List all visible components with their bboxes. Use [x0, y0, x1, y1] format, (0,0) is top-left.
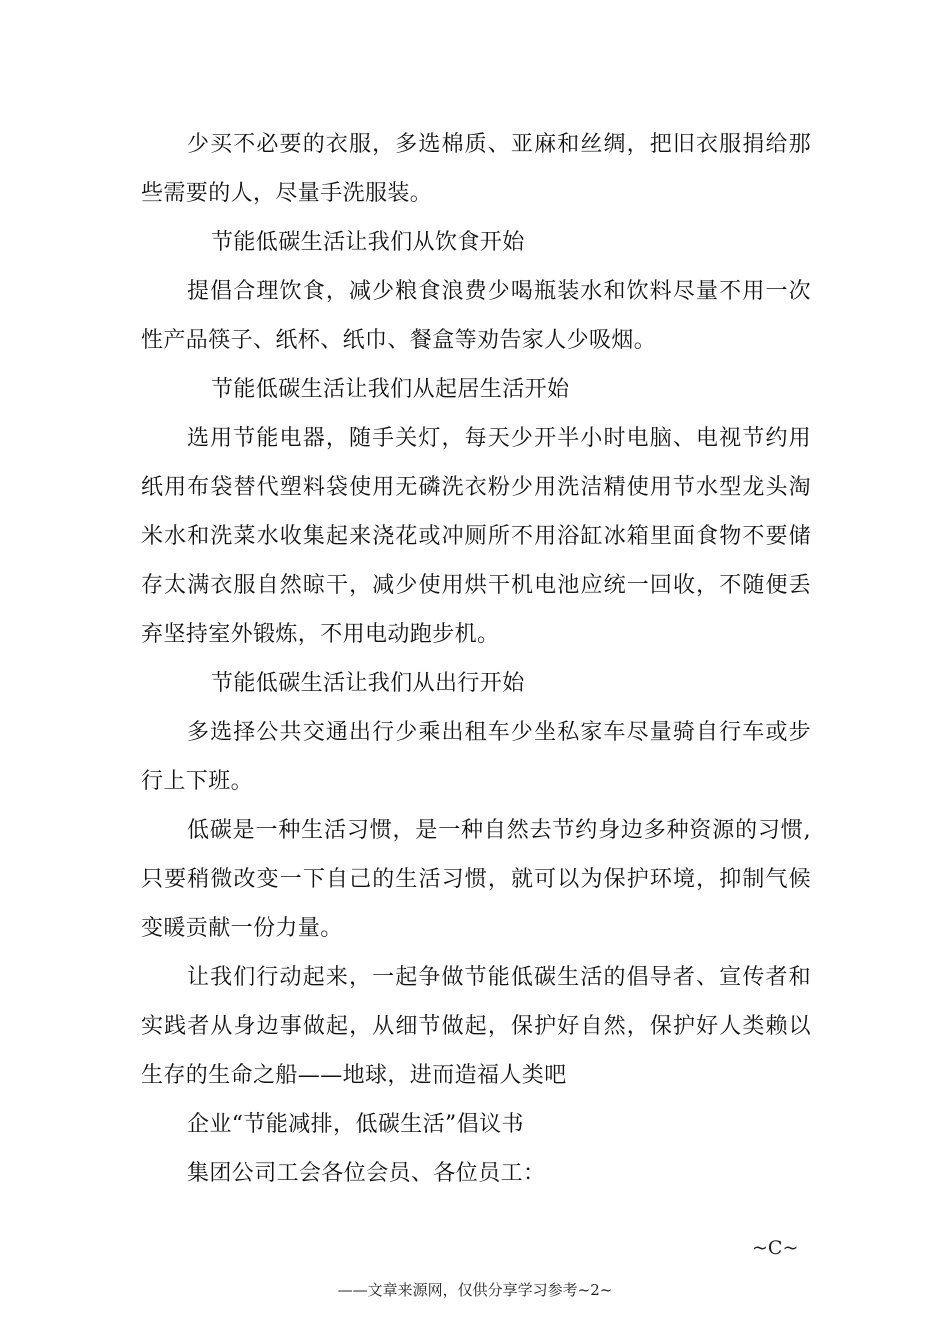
heading-living: 节能低碳生活让我们从起居生活开始 [211, 377, 570, 402]
paragraph-clothing: 少买不必要的衣服，多选棉质、亚麻和丝绸，把旧衣服捐给那些需要的人，尽量手洗服装。 [141, 132, 811, 206]
proposal-title: 企业“节能减排，低碳生活”倡议书 [187, 1112, 524, 1137]
paragraph-diet: 提倡合理饮食，减少粮食浪费少喝瓶装水和饮料尽量不用一次性产品筷子、纸杯、纸巾、餐盒等劝告家人少吸烟。 [141, 279, 811, 353]
salutation: 集团公司工会各位会员、各位员工： [187, 1161, 546, 1186]
paragraph-travel: 多选择公共交通出行少乘出租车少坐私家车尽量骑自行车或步行上下班。 [141, 720, 811, 794]
document-body [141, 120, 811, 1198]
paragraph-low-carbon-habit: 低碳是一种生活习惯，是一种自然去节约身边多种资源的习惯,只要稍微改变一下自己的生活习惯，就可以为保护环境，抑制气候变暖贡献一份力量。 [141, 818, 811, 941]
paragraph-living: 选用节能电器，随手关灯，每天少开半小时电脑、电视节约用纸用布袋替代塑料袋使用无磷洗衣粉少用洗洁精使用节水型龙头淘米水和洗菜水收集起来浇花或冲厕所不用浴缸冰箱里面食物不要储存太满衣服自然晾干，减少使用烘干机电池应统一回收，不随便丢弃坚持室外锻炼，不用电动跑步机。 [141, 426, 811, 647]
page-footer: ——文章来源网，仅供分享学习参考~2~ [337, 1281, 613, 1299]
heading-diet: 节能低碳生活让我们从饮食开始 [211, 230, 525, 255]
corner-mark: ~C~ [752, 1237, 799, 1259]
paragraph-call-to-action: 让我们行动起来，一起争做节能低碳生活的倡导者、宣传者和实践者从身边事做起，从细节做起，保护好自然，保护好人类赖以生存的生命之船——地球，进而造福人类吧 [141, 965, 811, 1088]
heading-travel: 节能低碳生活让我们从出行开始 [211, 671, 525, 696]
